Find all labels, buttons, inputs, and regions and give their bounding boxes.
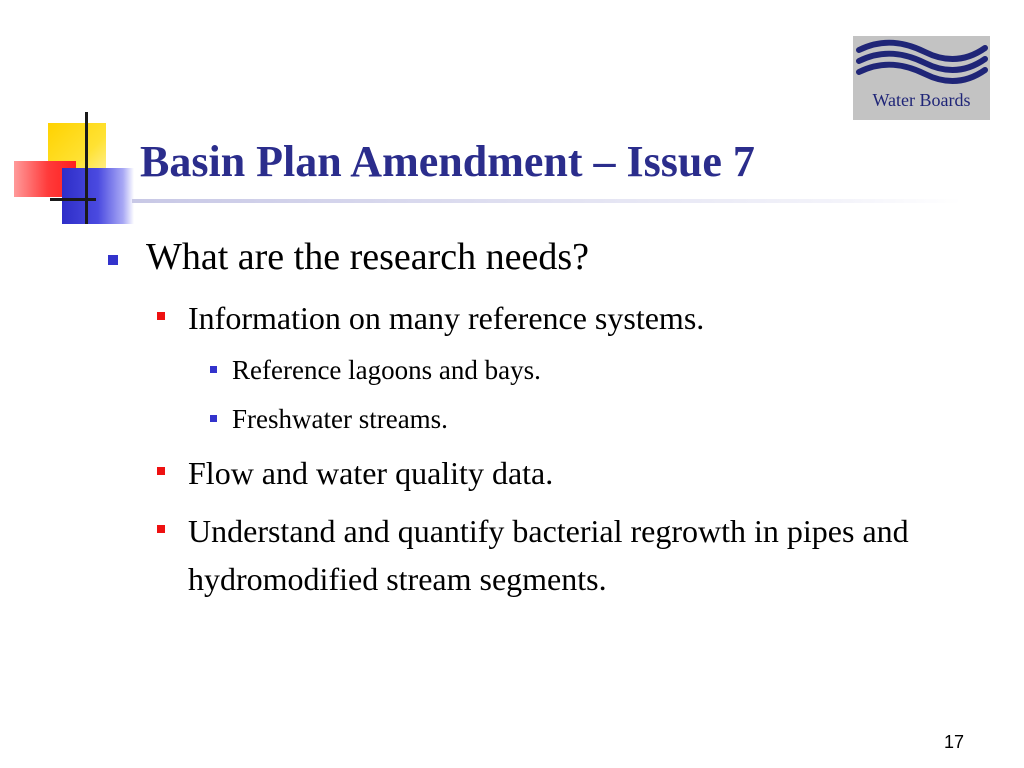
sub-bullet-text: Information on many reference systems.	[188, 300, 705, 336]
page-number: 17	[943, 732, 964, 752]
square-bullet-icon	[210, 366, 217, 373]
square-bullet-icon	[108, 255, 118, 265]
sub-sub-bullet-item	[232, 402, 448, 436]
slide-title: Basin Plan Amendment – Issue 7	[140, 137, 755, 186]
square-bullet-icon	[157, 467, 165, 475]
sub-bullet-text: Understand and quantify bacterial regrowth in pipes and hydromodified stream segments.	[188, 513, 909, 597]
square-bullet-icon	[210, 415, 217, 422]
bullet-text: What are the research needs?	[146, 236, 590, 278]
square-bullet-icon	[157, 312, 165, 320]
sub-sub-bullet-item	[232, 353, 541, 387]
square-bullet-icon	[157, 525, 165, 533]
bullet-item	[146, 233, 589, 281]
sub-sub-bullet-text: Freshwater streams.	[232, 404, 448, 434]
sub-bullet-text: Flow and water quality data.	[188, 455, 554, 491]
sub-sub-bullet-text: Reference lagoons and bays.	[232, 355, 541, 385]
sub-bullet-item	[188, 294, 948, 342]
sub-bullet-item	[188, 507, 948, 603]
logo-text: Water Boards	[872, 90, 971, 110]
sub-bullet-item	[188, 449, 948, 497]
